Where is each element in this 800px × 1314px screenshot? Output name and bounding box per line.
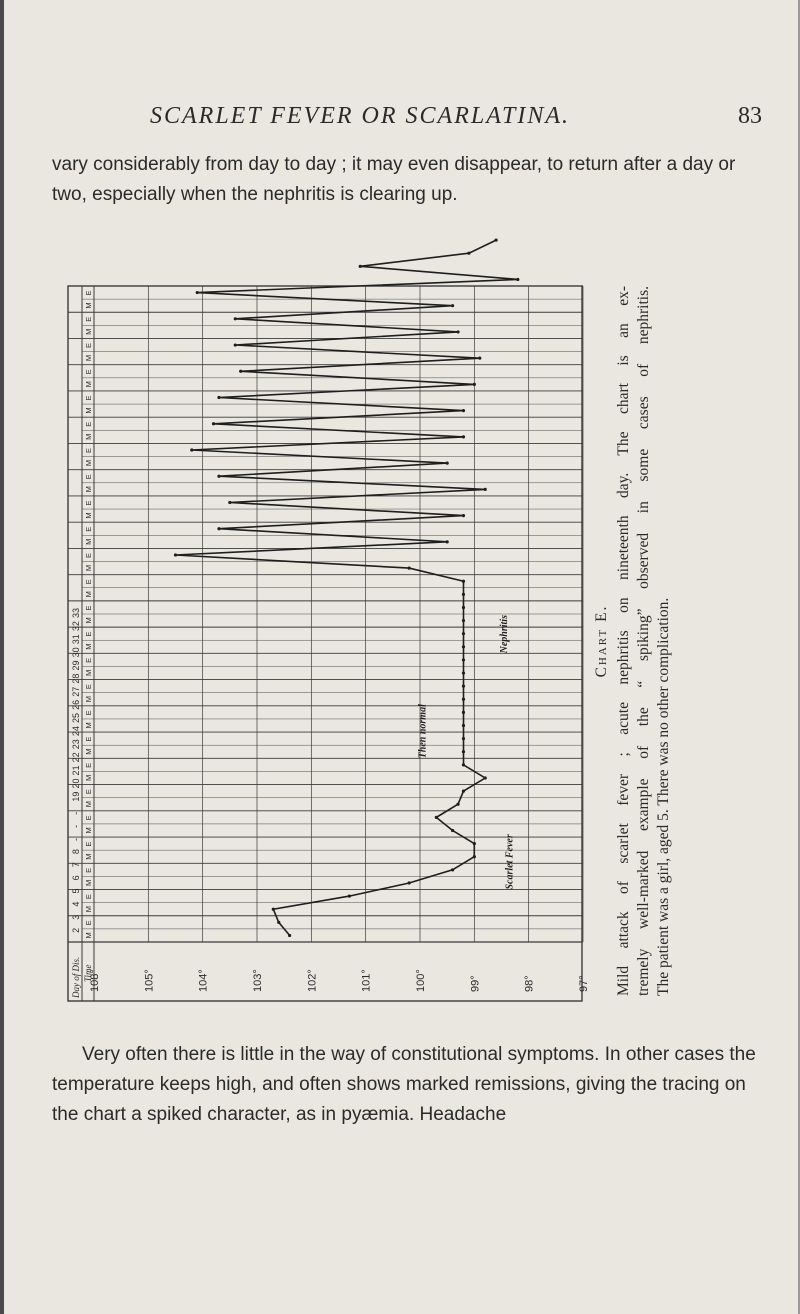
temperature-point: [451, 304, 454, 307]
time-label: M: [84, 853, 93, 860]
caption-line-3: The patient was a girl, aged 5. There was no other complication.: [655, 597, 672, 996]
temperature-chart-svg: [68, 282, 590, 1002]
time-label: E: [84, 369, 93, 375]
temperature-point: [462, 580, 465, 583]
caption-title: Chart E.: [593, 604, 610, 678]
day-label: -: [71, 838, 81, 842]
temperature-point: [446, 462, 449, 465]
temperature-point: [467, 252, 470, 255]
time-label: M: [84, 564, 93, 572]
caption-line-2: tremely well-marked example of the “ spiking” observed in some cases of nephritis.: [635, 286, 652, 996]
time-label: E: [84, 815, 93, 821]
time-label: M: [84, 905, 93, 913]
temperature-point: [473, 383, 476, 386]
temperature-point: [196, 291, 199, 294]
temp-tick-label: 103°: [252, 969, 264, 992]
time-label: E: [84, 894, 93, 900]
temperature-point: [174, 553, 177, 556]
temperature-point: [451, 868, 454, 871]
temperature-point: [217, 475, 220, 478]
temperature-point: [478, 357, 481, 360]
day-label: 32: [71, 621, 81, 632]
time-label: M: [84, 932, 93, 939]
time-label: E: [84, 736, 93, 742]
temperature-point: [473, 855, 476, 858]
time-label: E: [84, 867, 93, 873]
temperature-point: [451, 829, 454, 832]
time-label: E: [84, 841, 93, 847]
temperature-point: [212, 422, 215, 425]
time-label: M: [84, 774, 93, 781]
temperature-point: [359, 265, 362, 268]
chart-annotation: Then normal: [417, 704, 429, 759]
temperature-point: [228, 501, 231, 504]
time-label: M: [84, 407, 93, 414]
temperature-point: [462, 737, 465, 740]
temperature-point: [408, 566, 411, 569]
time-label: M: [84, 669, 93, 677]
temperature-point: [446, 540, 449, 543]
day-label: -: [71, 811, 81, 815]
time-label: M: [84, 486, 93, 493]
temp-tick-label: 97°: [578, 975, 590, 992]
time-label: E: [84, 657, 93, 663]
day-label: 22: [71, 752, 81, 763]
day-header-label: Day of Dis.: [71, 956, 81, 998]
time-label: M: [84, 879, 93, 886]
temperature-point: [217, 396, 220, 399]
day-label: 8: [71, 849, 81, 855]
time-label: M: [84, 302, 93, 309]
temperature-point: [462, 409, 465, 412]
time-label: M: [84, 696, 93, 703]
time-label: E: [84, 421, 93, 427]
temperature-point: [484, 488, 487, 491]
temperature-chart: [68, 282, 590, 1002]
time-label: E: [84, 447, 93, 453]
temperature-point: [462, 658, 465, 661]
time-label: M: [84, 617, 93, 624]
day-label: 25: [71, 712, 81, 723]
time-label: E: [84, 290, 93, 296]
temperature-point: [239, 370, 242, 373]
temperature-point: [462, 698, 465, 701]
day-label: 4: [71, 901, 81, 907]
time-label: M: [84, 538, 93, 545]
temperature-point: [473, 842, 476, 845]
page-number: 83: [738, 103, 762, 129]
day-label: 7: [71, 862, 81, 868]
time-label: M: [84, 459, 93, 467]
temperature-point: [288, 934, 291, 937]
time-label: M: [84, 381, 93, 388]
temperature-point: [462, 619, 465, 622]
chart-annotation: Nephritis: [498, 615, 510, 654]
time-label: E: [84, 762, 93, 768]
temperature-point: [462, 435, 465, 438]
time-label: E: [84, 500, 93, 506]
time-header-label: Time: [83, 964, 93, 982]
temperature-point: [516, 278, 519, 281]
temperature-point: [462, 685, 465, 688]
temperature-point: [217, 527, 220, 530]
chart-caption: [592, 286, 742, 996]
time-label: M: [84, 354, 93, 362]
temp-tick-label: 98°: [523, 975, 536, 992]
temperature-point: [462, 763, 465, 766]
paragraph-top: vary considerably from day to day ; it may even disappear, to return after a day or two, especially when the nephritis is clearing up.: [52, 154, 736, 205]
day-label: 28: [71, 673, 81, 684]
day-label: 29: [71, 660, 81, 671]
temp-tick-label: 100°: [415, 969, 427, 992]
temperature-point: [462, 645, 465, 648]
temp-tick-label: 99°: [469, 975, 482, 992]
time-label: M: [84, 800, 93, 808]
time-label: E: [84, 920, 93, 926]
temperature-point: [462, 790, 465, 793]
scan-left-edge: [0, 0, 4, 1314]
caption-line-1: Mild attack of scarlet fever ; acute nephritis on nineteenth day. The chart is an ex-: [615, 286, 632, 996]
day-label: 6: [71, 875, 81, 881]
time-label: M: [84, 748, 93, 755]
time-label: E: [84, 789, 93, 795]
day-label: 21: [71, 765, 81, 776]
day-label: -: [71, 824, 81, 828]
time-label: M: [84, 328, 93, 335]
time-label: M: [84, 827, 93, 834]
time-label: E: [84, 395, 93, 401]
time-label: E: [84, 552, 93, 558]
time-label: E: [84, 316, 93, 322]
temperature-point: [277, 921, 280, 924]
running-head: [150, 103, 762, 130]
temperature-point: [484, 776, 487, 779]
temperature-point: [272, 908, 275, 911]
day-label: 19: [71, 791, 81, 802]
running-head-title: SCARLET FEVER OR SCARLATINA.: [150, 103, 570, 129]
temp-tick-label: 105°: [143, 969, 156, 992]
day-label: 33: [71, 607, 81, 618]
time-label: E: [84, 474, 93, 480]
temperature-point: [462, 514, 465, 517]
temperature-point: [462, 632, 465, 635]
time-label: E: [84, 684, 93, 690]
time-label: E: [84, 579, 93, 585]
time-label: M: [84, 591, 93, 598]
temp-tick-label: 104°: [197, 969, 210, 992]
day-label: 31: [71, 634, 81, 645]
day-label: 20: [71, 778, 81, 789]
temperature-point: [234, 317, 237, 320]
temperature-point: [435, 816, 438, 819]
temp-tick-label: 108°: [89, 969, 101, 992]
day-label: 24: [71, 726, 81, 737]
temperature-point: [234, 343, 237, 346]
day-label: 5: [71, 888, 81, 894]
time-label: E: [84, 631, 93, 637]
paragraph-bottom: Very often there is little in the way of constitutional symptoms. In other cases the temperature keeps high, and often shows marked remissions, giving the tracing on the chart a spiked character, as in pyæmia. Headache: [52, 1044, 756, 1125]
time-label: E: [84, 710, 93, 716]
temperature-point: [190, 448, 193, 451]
time-label: E: [84, 605, 93, 611]
day-label: 27: [71, 686, 81, 697]
temp-tick-label: 101°: [360, 969, 373, 992]
time-label: M: [84, 512, 93, 519]
day-label: 30: [71, 647, 81, 658]
time-label: M: [84, 643, 93, 650]
time-label: E: [84, 343, 93, 349]
day-label: 23: [71, 739, 81, 750]
chart-annotation: Scarlet Fever: [504, 834, 516, 890]
day-label: 26: [71, 699, 81, 710]
temperature-point: [462, 711, 465, 714]
temperature-point: [462, 593, 465, 596]
temperature-point: [456, 330, 459, 333]
temperature-point: [408, 881, 411, 884]
temperature-point: [462, 606, 465, 609]
temperature-point: [462, 750, 465, 753]
temperature-point: [348, 894, 351, 897]
time-label: M: [84, 433, 93, 440]
temperature-point: [494, 238, 497, 241]
temperature-point: [456, 803, 459, 806]
time-label: E: [84, 526, 93, 532]
temperature-point: [462, 724, 465, 727]
time-label: M: [84, 722, 93, 729]
day-label: 2: [71, 927, 81, 933]
temp-tick-label: 102°: [306, 969, 319, 992]
day-label: 3: [71, 914, 81, 920]
temperature-point: [462, 671, 465, 674]
